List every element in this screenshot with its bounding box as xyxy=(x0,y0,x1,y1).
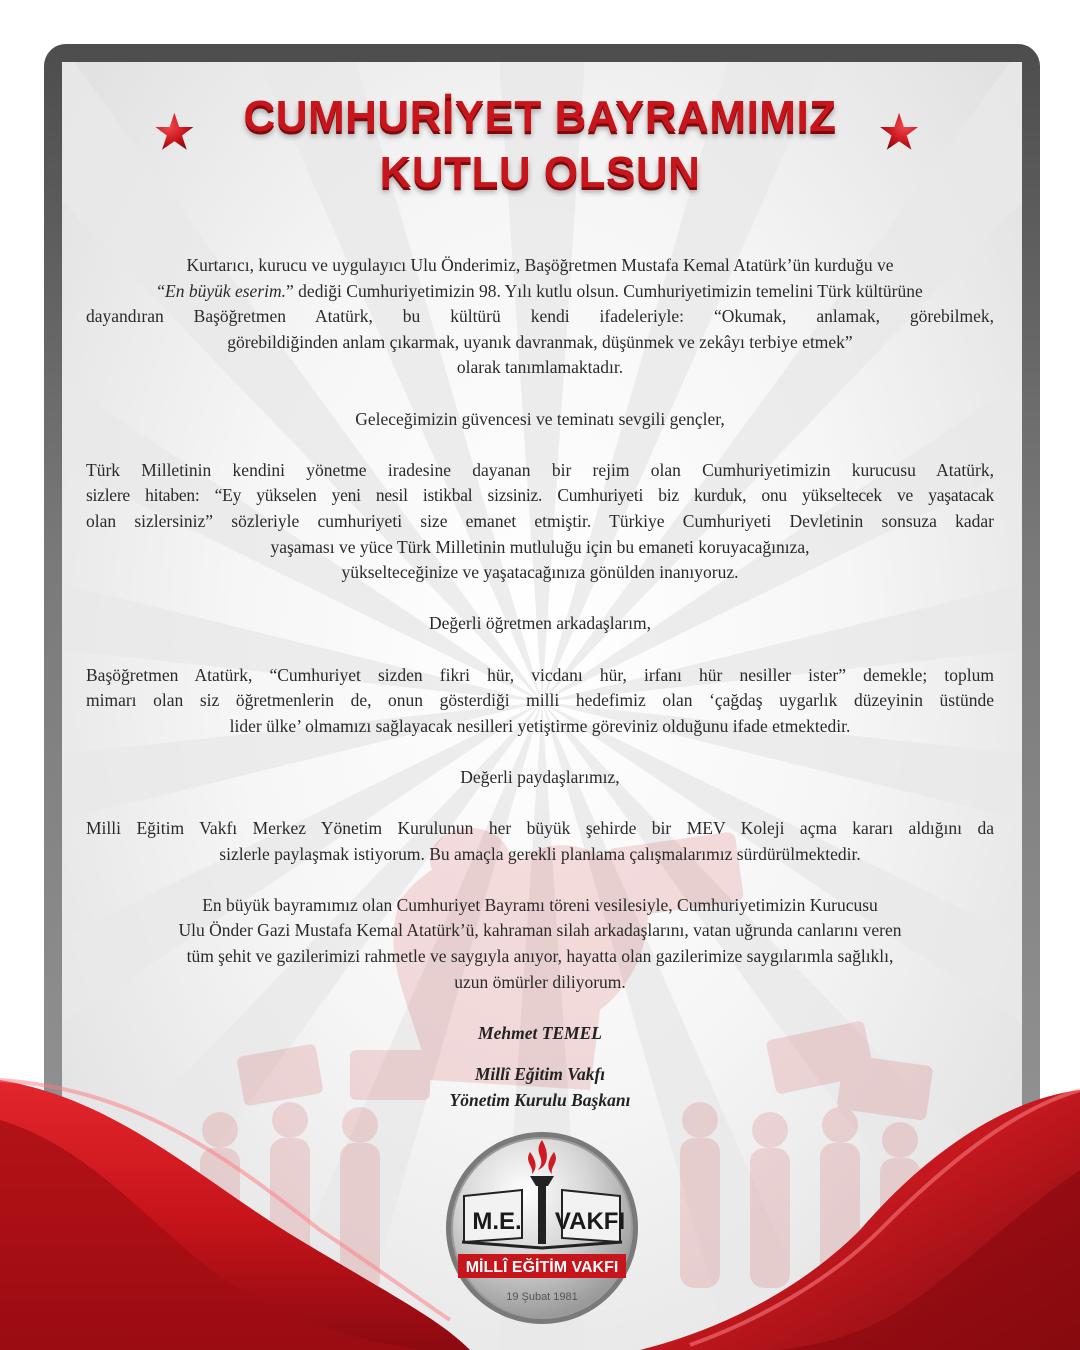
text-line: olan sizlersiniz” sözleriyle cumhuriyeti size emanet etmiştir. Türkiye Cumhuriyeti Devletinin sonsuza kadar xyxy=(86,510,994,531)
paragraph-stakeholders xyxy=(86,816,994,867)
text-line: görebildiğinden anlam çıkarmak, uyanık davranmak, düşünmek ve zekâyı terbiye etmek” xyxy=(227,331,853,352)
paragraph-intro xyxy=(86,253,994,381)
text-line: Ulu Önder Gazi Mustafa Kemal Atatürk’ü, kahraman silah arkadaşlarını, vatan uğrunda canlarını veren xyxy=(178,920,902,941)
text-line: lider ülke’ olmamızı sağlayacak nesilleri yetiştirme göreviniz olduğunu ifade etmektedir. xyxy=(229,715,851,736)
text-segment: dediği Cumhuriyetimizin 98. Yılı kutlu olsun. Cumhuriyetimizin temelini Türk kültürüne xyxy=(298,280,923,301)
signature-name: Mehmet TEMEL xyxy=(478,1022,602,1043)
text-line: Başöğretmen Atatürk, “Cumhuriyet sizden fikri hür, vicdanı hür, irfanı hür nesiller ister” demekle; toplum xyxy=(86,664,994,685)
text-line: uzun ömürler diliyorum. xyxy=(454,971,626,992)
paragraph-youth xyxy=(86,458,994,586)
text-line: Milli Eğitim Vakfı Merkez Yönetim Kurulunun her büyük şehirde bir MEV Koleji açma kararı aldığını da xyxy=(86,818,994,839)
paragraph-teachers xyxy=(86,663,994,740)
text-line: yükselteceğinize ve yaşatacağınıza gönülden inanıyoruz. xyxy=(341,562,739,583)
quote-mark: “ xyxy=(157,280,165,301)
logo-abbr-right: VAKFI xyxy=(554,1208,626,1235)
text-line: sizlere hitaben: “Ey yükselen yeni nesil istikbal sizsiniz. Cumhuriyeti biz kurduk, onu yükseltecek ve yaşatacak xyxy=(86,485,994,506)
page-subtitle: KUTLU OLSUN xyxy=(379,148,701,197)
text-line: tüm şehit ve gazilerimizi rahmetle ve saygıyla anıyor, hayatta olan gazilerimize saygılarımla sağlıklı, xyxy=(186,946,894,967)
quote-italic: En büyük eserim. xyxy=(165,280,287,301)
signature-title: Yönetim Kurulu Başkanı xyxy=(449,1090,631,1110)
text-line xyxy=(86,279,994,305)
foundation-logo-badge xyxy=(444,1130,640,1326)
letter-body xyxy=(86,253,994,1114)
page-title: CUMHURİYET BAYRAMIMIZ xyxy=(243,92,837,141)
logo-full-name: MİLLÎ EĞİTİM VAKFI xyxy=(465,1259,619,1276)
text-line: Türk Milletinin kendini yönetme iradesine dayanan bir rejim olan Cumhuriyetimizin kurucusu Atatürk, xyxy=(86,459,994,480)
paragraph-closing xyxy=(86,893,994,995)
greeting-stakeholders: Değerli paydaşlarımız, xyxy=(460,766,620,787)
quote-mark: ” xyxy=(286,280,294,301)
signature-organization: Millî Eğitim Vakfı xyxy=(474,1064,606,1085)
text-line: sizlerle paylaşmak istiyorum. Bu amaçla gerekli planlama çalışmalarımız sürdürülmektedir. xyxy=(219,843,861,864)
text-line: En büyük bayramımız olan Cumhuriyet Bayramı töreni vesilesiyle, Cumhuriyetimizin Kurucusu xyxy=(202,894,878,915)
logo-abbr-left: M.E. xyxy=(472,1208,522,1235)
greeting-teachers: Değerli öğretmen arkadaşlarım, xyxy=(428,613,652,634)
text-line: Kurtarıcı, kurucu ve uygulayıcı Ulu Önderimiz, Başöğretmen Mustafa Kemal Atatürk’ün kurduğu ve xyxy=(186,255,894,275)
greeting-youth: Geleceğimizin güvencesi ve teminatı sevgili gençler, xyxy=(355,408,725,429)
logo-founded-date: 19 Şubat 1981 xyxy=(506,1291,578,1303)
text-line: olarak tanımlamaktadır. xyxy=(456,357,624,378)
text-line: mimarı olan siz öğretmenlerin de, onun gösterdiği milli hedefimiz olan ‘çağdaş uygarlık düzeyinin üstünde xyxy=(86,690,994,711)
text-line: yaşaması ve yüce Türk Milletinin mutluluğu için bu emaneti koruyacağınıza, xyxy=(270,536,810,557)
text-line: dayandıran Başöğretmen Atatürk, bu kültürü kendi ifadeleriyle: “Okumak, anlamak, görebilmek, xyxy=(86,306,994,327)
